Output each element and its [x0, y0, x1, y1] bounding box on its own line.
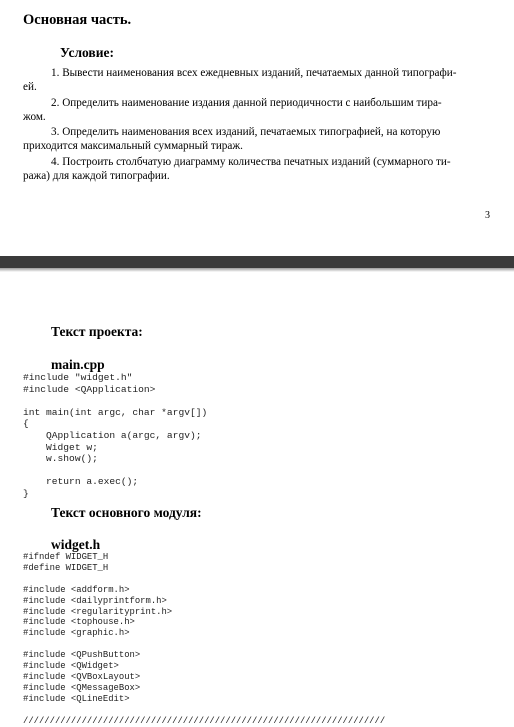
condition-item-4-rest: ража) для каждой типографии.	[23, 170, 170, 182]
condition-item-2-first-line: 2. Определить наименование издания данной периодичности с наибольшим тира-	[51, 97, 442, 109]
condition-item-3-first-line: 3. Определить наименования всех изданий, печатаемых типографией, на которую	[51, 126, 441, 138]
condition-item-4-first-line: 4. Построить столбчатую диаграмму количества печатных изданий (суммарного ти-	[51, 156, 451, 168]
widget-h-filename: widget.h	[51, 537, 101, 552]
condition-item-1	[23, 66, 491, 94]
section-heading: Основная часть.	[23, 12, 132, 28]
condition-item-2-rest: жом.	[23, 111, 46, 123]
condition-item-3-rest: приходится максимальный суммарный тираж.	[23, 140, 243, 152]
condition-item-4	[23, 155, 491, 183]
condition-item-3	[23, 125, 491, 153]
main-cpp-filename: main.cpp	[51, 357, 105, 372]
condition-heading: Условие:	[60, 45, 114, 60]
page-separator	[0, 256, 514, 268]
project-text-heading: Текст проекта:	[51, 324, 143, 339]
widget-h-code-text: #ifndef WIDGET_H #define WIDGET_H #include <addform.h> #include <dailyprintform.h> #include <regularityprint.h> #include <tophouse.h> #include <graphic.h> #include <QPushButton> #include <QWidget> #include <QVBoxLayout> #include <QMessageBox> #include <QLineEdit> ////////////////////////////////////////////////////////////////////	[23, 552, 386, 726]
document-page-2	[0, 272, 514, 727]
condition-item-1-first-line: 1. Вывести наименования всех ежедневных изданий, печатаемых данной типографи-	[51, 67, 457, 79]
document-page-1	[0, 0, 514, 256]
main-cpp-code	[23, 372, 207, 500]
page-number: 3	[485, 210, 490, 221]
main-cpp-code-text: #include "widget.h" #include <QApplication> int main(int argc, char *argv[]) { QApplication a(argc, argv); Widget w; w.show(); return a.exec(); }	[23, 372, 208, 499]
condition-item-1-rest: ей.	[23, 81, 37, 93]
main-module-heading: Текст основного модуля:	[51, 505, 202, 520]
widget-h-code	[23, 552, 385, 727]
condition-item-2	[23, 96, 491, 124]
